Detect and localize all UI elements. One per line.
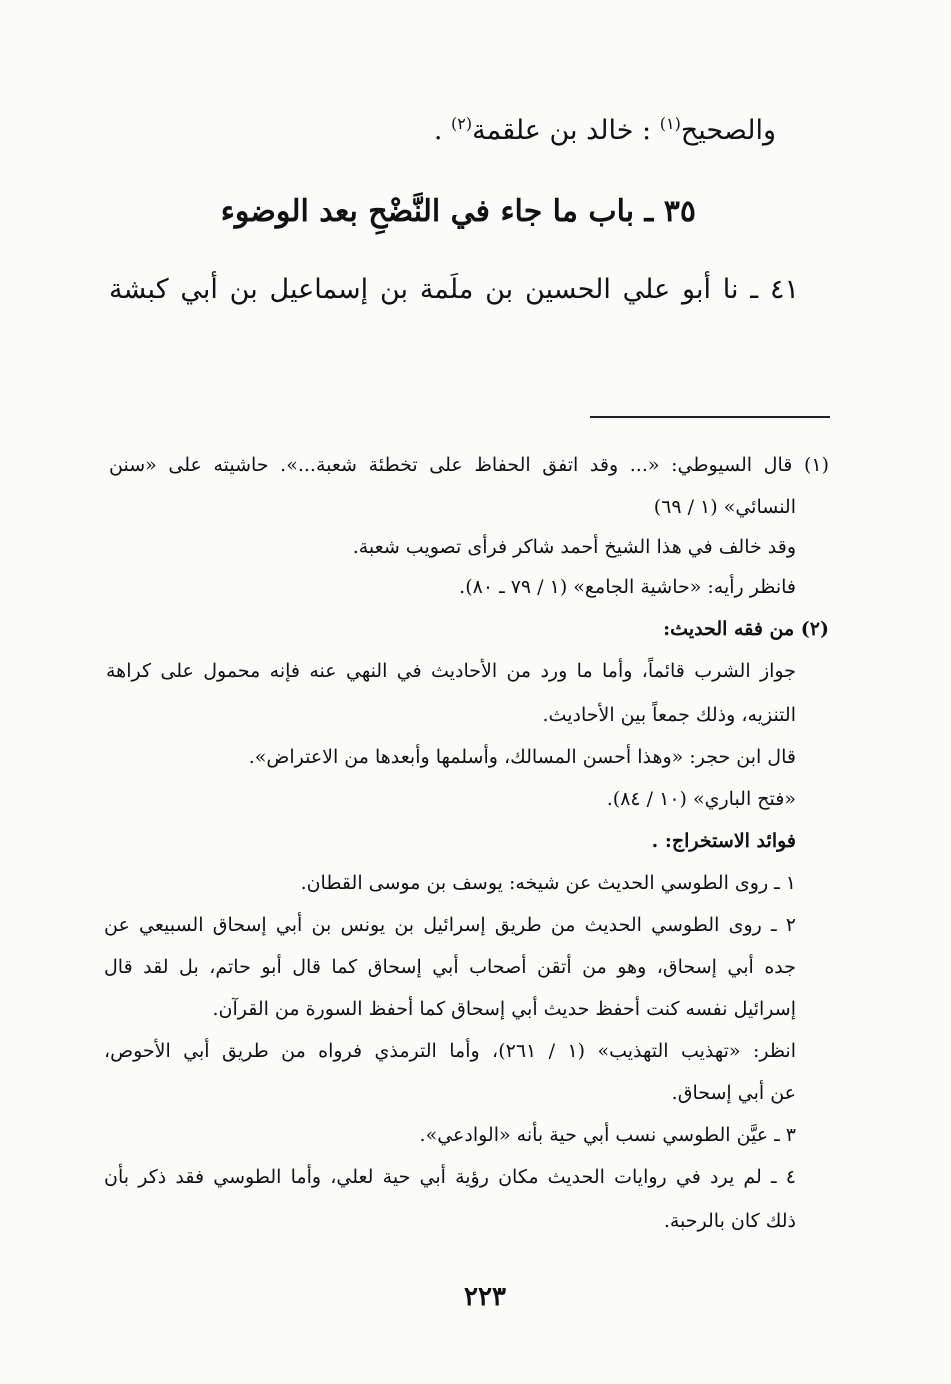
page-number: ٢٢٣ — [464, 1282, 506, 1312]
top-line-end: . — [433, 115, 452, 146]
top-line-sep: : — [633, 115, 660, 146]
footnote-2-line-7: ١ ـ روى الطوسي الحديث عن شيخه: يوسف بن موسى القطان. — [300, 872, 796, 894]
top-line-word1: والصحيح — [680, 115, 776, 146]
footnote-ref-1: (١) — [659, 114, 681, 133]
footnote-2-line-2: جواز الشرب قائماً، وأما ما ورد من الأحاديث في النهي عنه فإنه محمول على كراهة — [106, 660, 796, 682]
footnote-ref-2: (٢) — [451, 114, 473, 133]
hadith-line: ٤١ ـ نا أبو علي الحسين بن ملَمة بن إسماعيل بن أبي كبشة — [109, 274, 799, 305]
footnote-2-line-15: ذلك كان بالرحبة. — [663, 1210, 796, 1232]
footnote-2-line-11: انظر: «تهذيب التهذيب» (١ / ٢٦١)، وأما الترمذي فرواه من طريق أبي الأحوص، — [104, 1040, 796, 1062]
footnote-2-line-3: التنزيه، وذلك جمعاً بين الأحاديث. — [542, 704, 796, 726]
footnote-2-line-4: قال ابن حجر: «وهذا أحسن المسالك، وأسلمها وأبعدها من الاعتراض». — [248, 746, 796, 768]
chapter-heading: ٣٥ ـ باب ما جاء في النَّضْحِ بعد الوضوء — [220, 194, 696, 229]
footnote-1-line-3: وقد خالف في هذا الشيخ أحمد شاكر فرأى تصويب شعبة. — [352, 536, 796, 558]
footnote-2-line-12: عن أبي إسحاق. — [671, 1082, 796, 1104]
footnote-2-line-14: ٤ ـ لم يرد في روايات الحديث مكان رؤية أبي حية لعلي، وأما الطوسي فقد ذكر بأن — [104, 1166, 796, 1188]
footnote-2-line-8: ٢ ـ روى الطوسي الحديث من طريق إسرائيل بن يونس بن أبي إسحاق السبيعي عن — [104, 914, 796, 936]
footnote-1-line-1: (١) قال السيوطي: «... وقد اتفق الحفاظ على تخطئة شعبة...». حاشيته على «سنن — [109, 454, 829, 476]
footnote-2-line-10: إسرائيل نفسه كنت أحفظ حديث أبي إسحاق كما أحفظ السورة من القرآن. — [212, 998, 796, 1020]
footnote-2-line-13: ٣ ـ عيَّن الطوسي نسب أبي حية بأنه «الوادعي». — [419, 1124, 796, 1146]
footnote-separator — [590, 416, 830, 418]
footnote-2-line-9: جده أبي إسحاق، وهو من أتقن أصحاب أبي إسحاق كما قال أبو حاتم، بل لقد قال — [104, 956, 796, 978]
top-line — [434, 104, 776, 151]
top-line-word2: خالد بن علقمة — [472, 115, 634, 146]
footnote-2-line-1: (٢) من فقه الحديث: — [663, 618, 829, 640]
footnote-1-line-2: النسائي» (١ / ٦٩) — [653, 496, 796, 518]
footnote-1-line-4: فانظر رأيه: «حاشية الجامع» (١ / ٧٩ ـ ٨٠). — [459, 576, 796, 598]
footnote-2-line-6: فوائد الاستخراج: . — [651, 830, 796, 852]
footnote-2-line-5: «فتح الباري» (١٠ / ٨٤). — [606, 788, 796, 810]
